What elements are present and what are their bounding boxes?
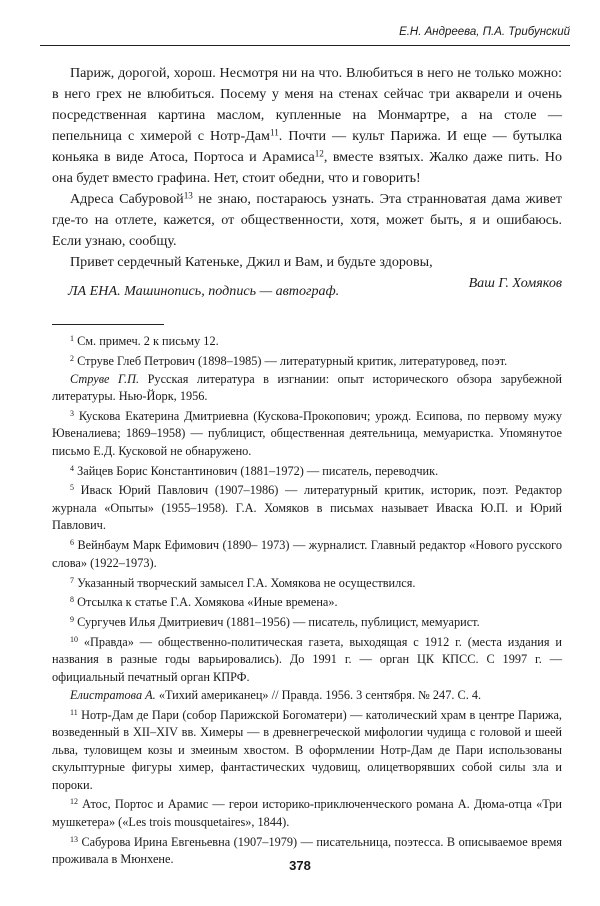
footnote-continuation: Струве Г.П. Русская литература в изгнании: опыт исторического обзора зарубежной литературы. Нью-Йорк, 1956.: [52, 371, 562, 404]
letter-paragraph: Адреса Сабуровой$^{13}$ не знаю, постараюсь узнать. Эта странноватая дама живет где-то на отлете, кажется, от общественности, хотя, может быть, я и ошибаюсь. Если узнаю, сообщу.: [52, 190, 562, 249]
letter-paragraph: Париж, дорогой, хорош. Несмотря ни на что. Влюбиться в него не только можно: в него грех не влюбиться. Посему у меня на стенах сейчас три акварели и очень посредственная картина маслом, купленные на Монмартре, а на столе — пепельница с химерой с Нотр-Дам$^{11}$. Почти — культ Парижа. И еще — бутылка коньяка в виде Атоса, Портоса и Арамиса$^{12}$, вместе взятых. Жалко даже пить. Но она будет вместо графина. Нет, стоит обедни, что и говорить!: [52, 65, 562, 186]
letter-body: [52, 63, 562, 294]
letter-paragraph: Привет сердечный Катеньке, Джил и Вам, и будьте здоровы,: [70, 254, 433, 270]
footnote: $^7$ Указанный творческий замысел Г.А. Хомякова не осуществился.: [70, 575, 416, 590]
header-rule: [40, 45, 570, 46]
footnote-ref: 11: [269, 127, 279, 138]
footnote: $^5$ Иваск Юрий Павлович (1907–1986) — литературный критик, историк, поэт. Редактор журнала «Опыты» (1955–1958). Г.А. Хомяков в письмах называет Иваска Ю.П. и Юрий Павлович.: [52, 483, 562, 533]
footnote: $^{11}$ Нотр-Дам де Пари (собор Парижской Богоматери) — католический храм в центре Парижа, возведенный в XII–XIV вв. Химеры — в древнегреческой мифологии чудища с головой и шеей льва, туловищем козы и змеиным хвостом. В оформлении Нотр-Дам де Пари использованы скульптурные фигуры химер, фантастических чудовищ, олицетворявших собой силы зла и пороки.: [52, 707, 563, 792]
footnote: $^{13}$ Сабурова Ирина Евгеньевна (1907–1979) — писательница, поэтесса. В описываемое время проживала в Мюнхене.: [52, 834, 563, 867]
footnote-ref: 13: [183, 190, 193, 201]
page-number: 378: [289, 858, 311, 873]
footnote: $^1$ См. примеч. 2 к письму 12.: [70, 334, 219, 348]
footnote-continuation: Елистратова А. «Тихий американец» // Правда. 1956. 3 сентября. № 247. С. 4.: [70, 687, 482, 702]
footnotes: [52, 333, 562, 871]
footnote: $^3$ Кускова Екатерина Дмитриевна (Кускова-Прокопович; урожд. Есипова, по первому мужу Ювеналиева; 1869–1958) — публицист, общественная деятельница, мемуаристка. Упомянутое письмо Е.Д. Кусковой не обнаружено.: [52, 408, 562, 458]
footnote: $^8$ Отсылка к статье Г.А. Хомякова «Иные времена».: [70, 595, 338, 610]
signature: Ваш Г. Хомяков: [468, 275, 562, 291]
footnote: $^9$ Сургучев Илья Дмитриевич (1881–1956) — писатель, публицист, мемуарист.: [70, 615, 480, 630]
footnote: $^{10}$ «Правда» — общественно-политическая газета, выходящая с 1912 г. (места издания и названия в разные годы варьировались). До 1991 г. — орган ЦК КПСС. С 1997 г. — официальный печатный орган КПРФ.: [52, 634, 562, 684]
running-header: Е.Н. Андреева, П.А. Трибунский: [399, 26, 570, 38]
footnote-ref: 12: [314, 148, 324, 159]
footnote: $^6$ Вейнбаум Марк Ефимович (1890– 1973) — журналист. Главный редактор «Нового русского слова» (1922–1973).: [52, 538, 562, 570]
footnote-rule: [52, 324, 164, 325]
archive-note: ЛА ЕНА. Машинопись, подпись — автограф.: [68, 283, 340, 299]
footnote: $^{12}$ Атос, Портос и Арамис — герои историко-приключенческого романа А. Дюма-отца «Три мушкетера» («Les trois mousquetaires», 1844).: [52, 797, 562, 829]
footnote: $^4$ Зайцев Борис Константинович (1881–1972) — писатель, переводчик.: [70, 463, 439, 478]
footnote: $^2$ Струве Глеб Петрович (1898–1985) — литературный критик, литературовед, поэт.: [70, 353, 508, 368]
